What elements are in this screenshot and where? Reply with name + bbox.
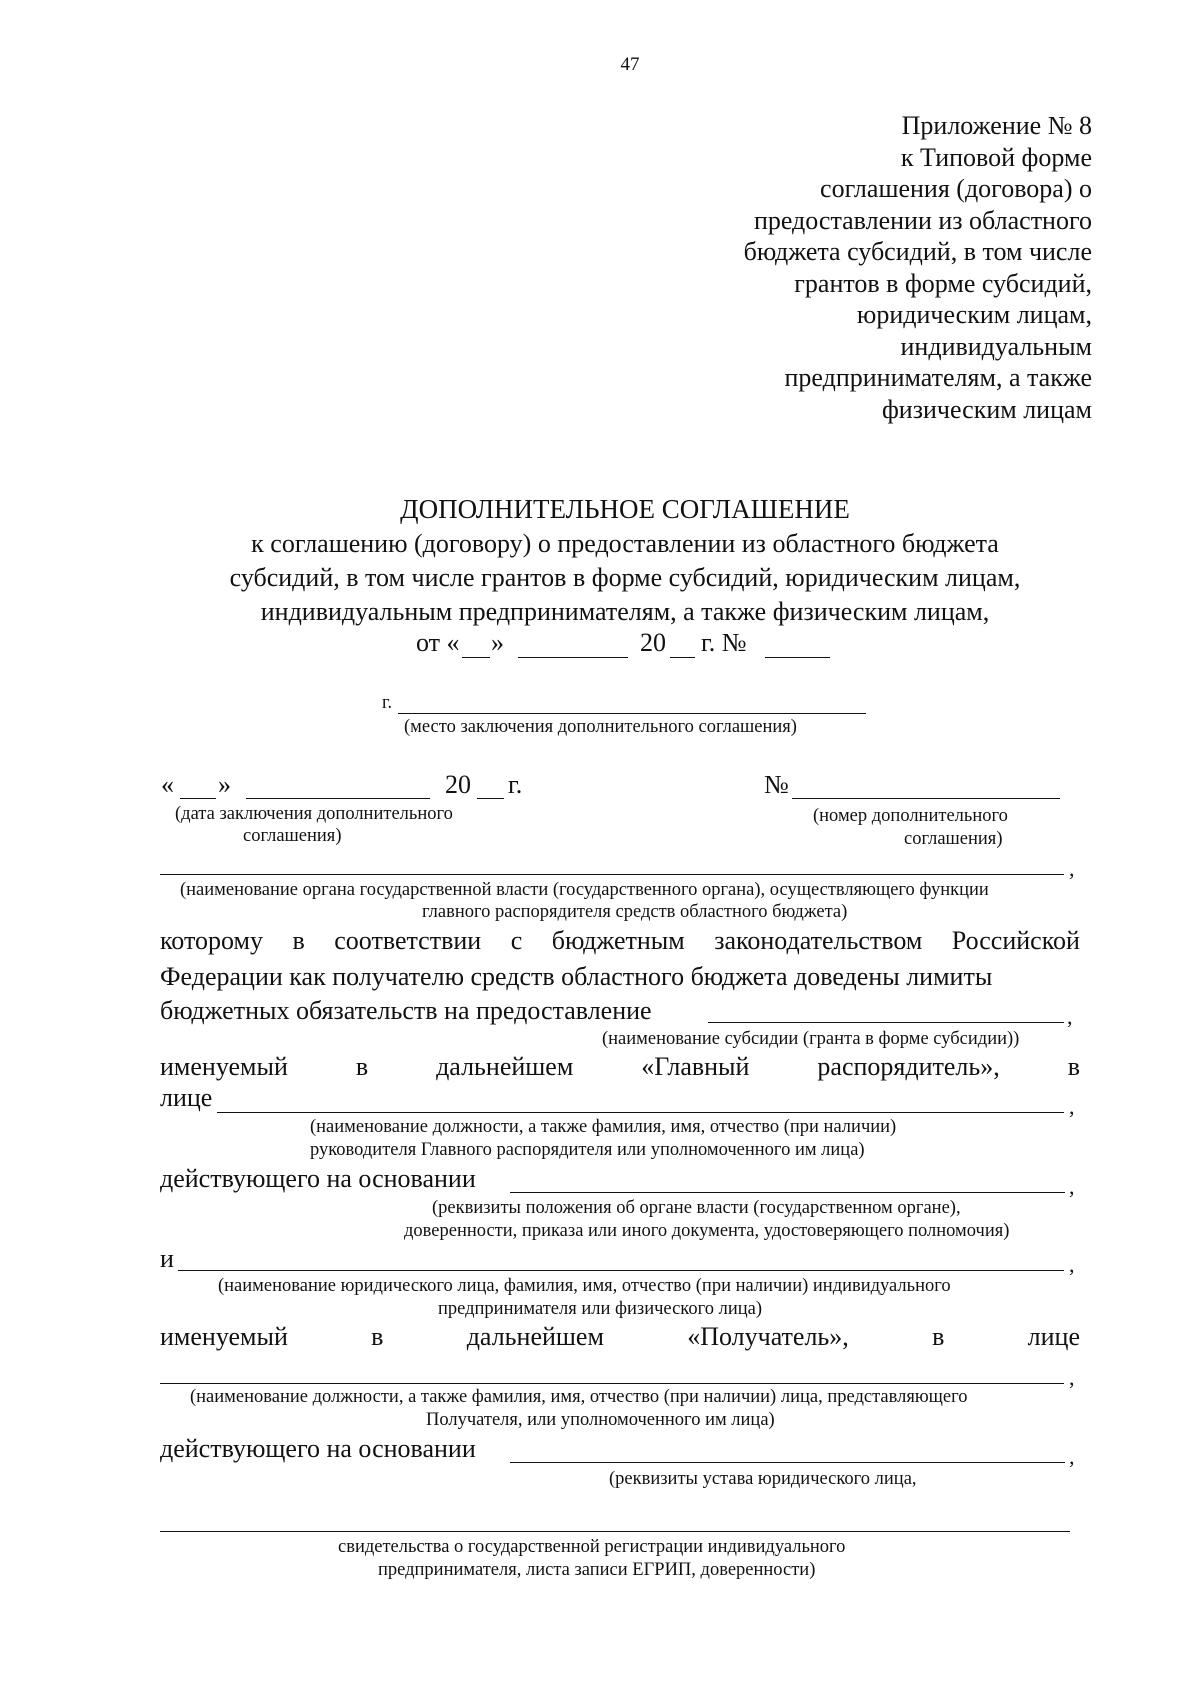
paragraph-line: Федерации как получателю средств областного бюджета доведены лимиты (160, 962, 993, 991)
face-label: лице (160, 1083, 213, 1112)
paragraph-line: бюджетных обязательств на предоставление (160, 996, 652, 1025)
page-number: 47 (620, 54, 640, 75)
word: дальнейшем (436, 1052, 574, 1081)
head-caption: руководителя Главного распорядителя или уполномоченного им лица) (310, 1140, 865, 1160)
agreement-number-blank[interactable] (792, 798, 1060, 799)
number-sign: № (764, 770, 789, 799)
day-blank[interactable] (462, 657, 490, 658)
comma: , (1069, 1252, 1075, 1277)
appendix-line: бюджета субсидий, в том числе (743, 237, 1092, 266)
authority-caption: главного распорядителя средств областного бюджета) (422, 902, 848, 922)
registration-caption: свидетельства о государственной регистрации индивидуального (338, 1537, 846, 1557)
comma: , (1067, 1004, 1073, 1029)
conclusion-quote-open: « (161, 770, 174, 799)
and-label: и (160, 1244, 174, 1273)
word: Российской (951, 926, 1080, 955)
comma: , (1069, 1365, 1075, 1390)
appendix-line: физическим лицам (881, 394, 1092, 424)
conclusion-month-blank[interactable] (246, 798, 430, 799)
recipient-name-blank[interactable] (178, 1270, 1064, 1271)
registration-caption: предпринимателя, листа записи ЕГРИП, доверенности) (378, 1560, 816, 1580)
word: именуемый (160, 1052, 288, 1081)
title-subline: к соглашению (договору) о предоставлении из областного бюджета (251, 529, 999, 558)
paragraph-line-justified (160, 1322, 1080, 1352)
year-blank[interactable] (670, 657, 695, 658)
date-ot: от « (416, 628, 460, 657)
date-g-number: г. № (701, 628, 747, 657)
representative-blank[interactable] (160, 1383, 1064, 1384)
comma: , (1069, 856, 1075, 881)
recipient-caption: предпринимателя или физического лица) (438, 1299, 763, 1319)
basis-caption: доверенности, приказа или иного документа, удостоверяющего полномочия) (404, 1221, 1010, 1241)
word: которому (160, 926, 263, 955)
title-subline: субсидий, в том числе грантов в форме субсидий, юридическим лицам, (229, 563, 1021, 592)
conclusion-quote-close: » (218, 770, 231, 799)
conclusion-year-blank[interactable] (477, 798, 504, 799)
appendix-line: соглашения (договора) о (820, 174, 1092, 203)
word: именуемый (160, 1322, 288, 1351)
word: бюджетным (551, 926, 685, 955)
appendix-line: предпринимателям, а также (784, 363, 1092, 392)
date-quote-close: » (491, 628, 504, 657)
paragraph-line-justified (160, 1052, 1080, 1082)
number-blank[interactable] (765, 657, 830, 658)
basis-label: действующего на основании (160, 1164, 476, 1193)
conclusion-day-blank[interactable] (180, 798, 216, 799)
appendix-line: юридическим лицам, (856, 300, 1092, 329)
conclusion-date-caption: соглашения) (243, 826, 342, 846)
paragraph-line-justified (160, 926, 1080, 956)
basis-label: действующего на основании (160, 1434, 476, 1463)
appendix-line: индивидуальным (900, 331, 1092, 361)
basis-blank[interactable] (510, 1192, 1065, 1193)
appendix-line: грантов в форме субсидий, (794, 268, 1092, 298)
conclusion-year: 20 (445, 770, 471, 799)
date-year: 20 (640, 628, 666, 657)
word: лице (1027, 1322, 1080, 1351)
appendix-reference (632, 110, 1092, 425)
comma: , (1069, 1094, 1075, 1119)
basis-caption: (реквизиты положения об органе власти (государственном органе), (432, 1198, 961, 1218)
word: соответствии (334, 926, 482, 955)
representative-caption: Получателя, или уполномоченного им лица) (426, 1410, 775, 1430)
charter-details-blank[interactable] (510, 1462, 1065, 1463)
word: дальнейшем (466, 1322, 604, 1351)
comma: , (1069, 1444, 1075, 1469)
subsidy-caption: (наименование субсидии (гранта в форме субсидии)) (602, 1029, 1020, 1049)
head-name-blank[interactable] (217, 1112, 1064, 1113)
word: в (1067, 1052, 1080, 1081)
head-caption: (наименование должности, а также фамилия, имя, отчество (при наличии) (310, 1117, 897, 1137)
word: в (932, 1322, 945, 1351)
registration-blank[interactable] (160, 1531, 1070, 1532)
word: «Получатель», (687, 1322, 849, 1351)
recipient-caption: (наименование юридического лица, фамилия, имя, отчество (при наличии) индивидуального (218, 1276, 951, 1296)
agreement-number-caption: (номер дополнительного (813, 806, 1008, 826)
authority-name-blank[interactable] (160, 874, 1064, 875)
place-prefix: г. (382, 693, 393, 713)
word: распорядитель», (817, 1052, 1000, 1081)
title-subline: индивидуальным предпринимателям, а также физическим лицам, (260, 597, 990, 626)
word: «Главный (641, 1052, 750, 1081)
word: в (292, 926, 305, 955)
conclusion-date-caption: (дата заключения дополнительного (175, 804, 453, 824)
appendix-line: предоставлении из областного (753, 205, 1092, 235)
document-title: ДОПОЛНИТЕЛЬНОЕ СОГЛАШЕНИЕ (400, 494, 850, 524)
word: законодательством (714, 926, 923, 955)
word: в (355, 1052, 369, 1081)
place-blank[interactable] (398, 713, 866, 714)
place-caption: (место заключения дополнительного соглашения) (404, 717, 797, 737)
representative-caption: (наименование должности, а также фамилия, имя, отчество (при наличии) лица, представляющего (190, 1387, 968, 1407)
comma: , (1069, 1174, 1075, 1199)
month-blank[interactable] (518, 657, 628, 658)
word: в (371, 1322, 384, 1351)
authority-caption: (наименование органа государственной власти (государственного органа), осуществляющего функции (180, 880, 989, 900)
appendix-line: Приложение № 8 (901, 111, 1092, 140)
conclusion-g: г. (508, 770, 523, 799)
agreement-number-caption: соглашения) (904, 829, 1003, 849)
appendix-line: к Типовой форме (900, 142, 1092, 172)
word: с (510, 926, 523, 955)
charter-caption: (реквизиты устава юридического лица, (609, 1469, 917, 1489)
subsidy-name-blank[interactable] (708, 1022, 1064, 1023)
